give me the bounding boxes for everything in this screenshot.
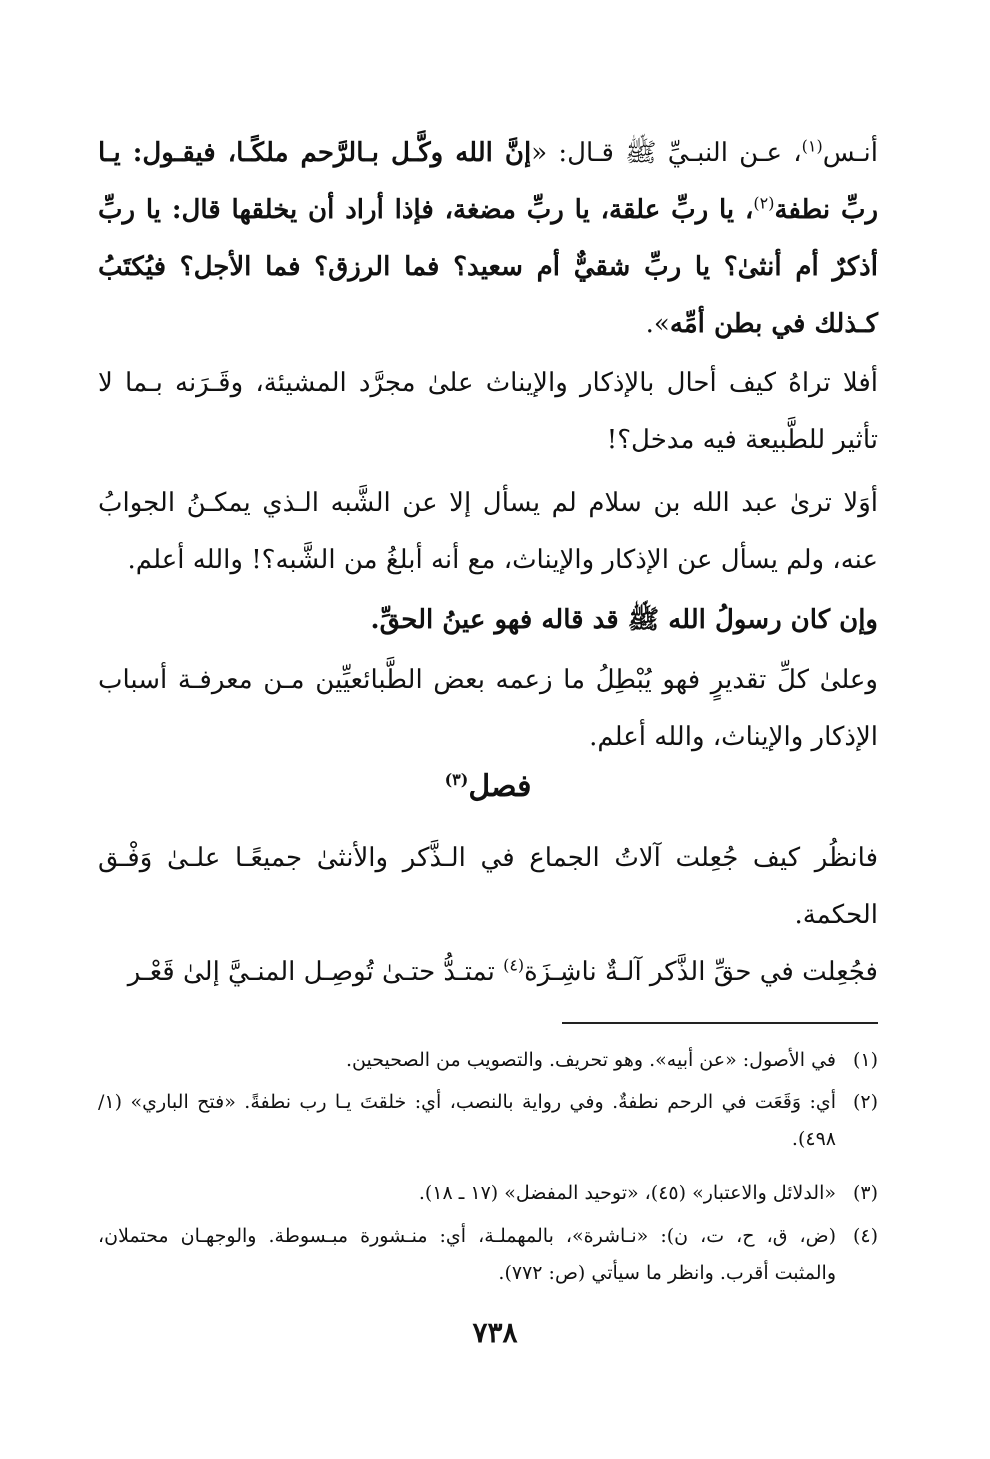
paragraph-2: أفلا تراهُ كيف أحال بالإذكار والإيناث علىٰ مجرَّد المشيئة، وقَـرَنه بـما لا تأثير للطَّبيعة فيه مدخل؟! <box>98 368 878 455</box>
footnote-ref-4: (٤) <box>503 955 525 975</box>
footnote-4 <box>98 1218 878 1292</box>
paragraph-7-part-2: تمتـدُّ حتـىٰ تُوصِـل المنـيَّ إلىٰ قَعْـر <box>127 957 504 987</box>
paragraph-5: وعلىٰ كلِّ تقديرٍ فهو يُبْطِلُ ما زعمه بعض الطَّبائعيِّين مـن معرفـة أسباب الإذكار والإيناث، والله أعلم. <box>98 665 878 752</box>
section-heading-text: فصل <box>468 769 532 804</box>
footnote-1 <box>98 1042 878 1079</box>
footnote-number: (٢) <box>852 1091 878 1113</box>
paragraph-4: وإن كان رسولُ الله ﷺ قد قاله فهو عينُ الحقِّ. <box>370 605 878 635</box>
footnote-ref-2: (٢) <box>753 193 775 213</box>
footnote-ref-1: (١) <box>801 136 823 156</box>
footnote-ref-3: (٣) <box>444 770 469 789</box>
hadith-text-part-1: إنَّ الله وكَّـل بـالرَّحم ملكًـا، فيقـول: يـا ربِّ نطفة <box>98 138 878 225</box>
narrator-name: أنـس <box>822 138 878 168</box>
hadith-text-part-2: ، يا ربِّ علقة، يا ربِّ مضغة، فإذا أراد أن يخلقها قال: يا ربِّ أذكرٌ أم أنثىٰ؟ يا ربِّ شقيٌّ أم سعيد؟ فما الرزق؟ فما الأجل؟ فيُكتَبُ كـذلك في بطن أمِّه <box>98 195 878 339</box>
footnote-number: (١) <box>852 1049 878 1071</box>
footnote-3 <box>98 1175 878 1212</box>
footnote-text: أي: وَقَعَت في الرحم نطفةٌ. وفي رواية بالنصب، أي: خلقتَ يـا رب نطفةً. «فتح الباري» (١/ ٤٩٨). <box>98 1091 836 1150</box>
footnote-text: في الأصول: «عن أبيه». وهو تحريف. والتصويب من الصحيحين. <box>345 1049 836 1071</box>
hadith-close: ». <box>645 309 670 339</box>
paragraph-3: أوَلا ترىٰ عبد الله بن سلام لم يسأل إلا عن الشَّبه الـذي يمكـنُ الجوابُ عنه، ولم يسأل عن الإذكار والإيناث، مع أنه أبلغُ من الشَّبه؟! والله أعلم. <box>98 488 878 575</box>
hadith-intro: ، عـن النبـيِّ ﷺ قـال: « <box>531 138 802 168</box>
footnote-number: (٣) <box>852 1182 878 1204</box>
footnote-2 <box>98 1084 878 1158</box>
footnote-separator <box>562 1022 878 1024</box>
section-heading <box>98 762 878 812</box>
paragraph-7 <box>98 944 878 1001</box>
page-number: ٧٣٨ <box>472 1316 518 1349</box>
paragraph-6: فانظُر كيف جُعِلت آلاتُ الجماع في الـذَّكر والأنثىٰ جميعًـا علـىٰ وَفْـق الحكمة. <box>98 843 878 930</box>
footnote-number: (٤) <box>852 1225 878 1247</box>
paragraph-7-part-1: فجُعِلت في حقِّ الذَّكر آلـةٌ ناشِـزَة <box>524 957 878 987</box>
hadith-paragraph <box>98 125 878 353</box>
footnote-text: «الدلائل والاعتبار» (٤٥)، «توحيد المفضل» (١٧ ـ ١٨). <box>418 1182 836 1204</box>
footnote-text: (ض، ق، ح، ت، ن): «نـاشرة»، بالمهملـة، أي: منـشورة مبـسوطة. والوجهـان محتملان، والمثبت أقرب. وانظر ما سيأتي (ص: ٧٧٢). <box>98 1225 837 1284</box>
